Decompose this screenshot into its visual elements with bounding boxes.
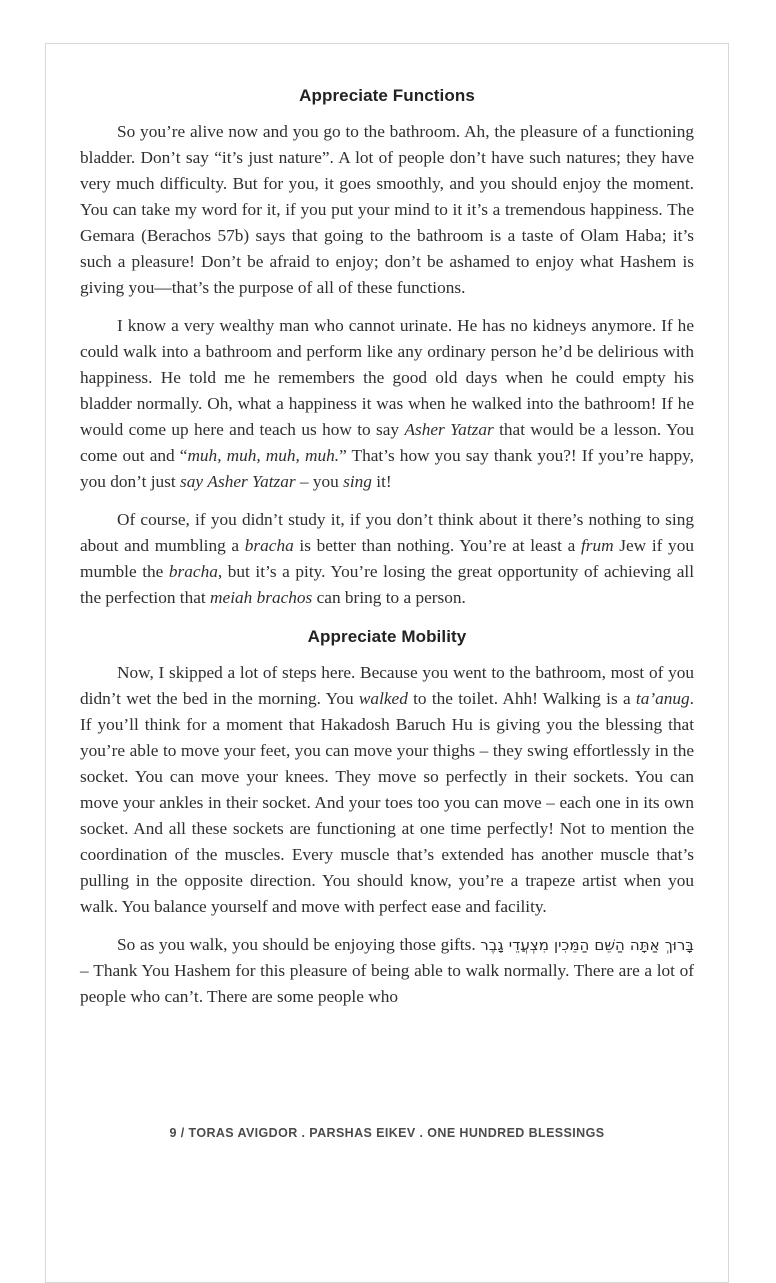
paragraph [80, 507, 694, 611]
document-section [80, 627, 694, 1010]
paragraph [80, 660, 694, 920]
italic-run: say [180, 472, 204, 491]
text-run: Now, I skipped a lot of steps here. Because you went to the bathroom, most of you didn’t wet the bed in the morning. You [80, 663, 694, 708]
italic-run: bracha [168, 562, 218, 581]
italic-run: sing [343, 472, 372, 491]
paragraph [80, 932, 694, 1010]
text-run: – you [295, 472, 344, 491]
italic-run: muh, muh, muh, muh. [187, 446, 340, 465]
text-run: . If you’ll think for a moment that Hakadosh Baruch Hu is giving you the blessing that you’re able to move your feet, you can move your thighs – they swing effortlessly in the socket. You can move your knees. They move so perfectly in their sockets. You can move your ankles in their socket. And your toes too you can move – each one in its own socket. And all these sockets are functioning at one time perfectly! Not to mention the coordination of the muscles. Every muscle that’s extended has another muscle that’s pulling in the opposite direction. You should know, you’re a trapeze artist when you walk. You balance yourself and move with perfect ease and facility. [80, 689, 694, 916]
text-run: , but it’s a pity. You’re losing the great opportunity of achieving all the perfection that [80, 562, 694, 607]
text-run: Jew if you mumble the [80, 536, 694, 581]
italic-run: meiah brachos [210, 588, 313, 607]
italic-run: Asher Yatzar [207, 472, 296, 491]
section-heading: Appreciate Mobility [307, 627, 467, 646]
text-run: it! [371, 472, 392, 491]
document-section [80, 86, 694, 611]
text-run: So you’re alive now and you go to the bathroom. Ah, the pleasure of a functioning bladder. Don’t say “it’s just nature”. A lot of people don’t have such natures; they have very much difficulty. But for you, it goes smoothly, and you should enjoy the moment. You can take my word for it, if you put your mind to it it’s a tremendous happiness. The Gemara (Berachos 57b) says that going to the bathroom is a taste of Olam Haba; it’s such a pleasure! Don’t be afraid to enjoy; don’t be ashamed to enjoy what Hashem is giving you—that’s the purpose of all of these functions. [80, 122, 694, 297]
text-run: – Thank You Hashem for this pleasure of being able to walk normally. There are a lot of people who can’t. There are some people who [80, 961, 694, 1006]
italic-run: ta’anug [635, 689, 690, 708]
page-content [80, 86, 694, 1010]
italic-run: frum [580, 536, 614, 555]
paragraph [80, 313, 694, 495]
italic-run: walked [358, 689, 408, 708]
text-run: ” That’s how you say thank you?! If you’re happy, you don’t just [80, 446, 695, 491]
text-run: to the toilet. Ahh! Walking is a [407, 689, 636, 708]
document-page [45, 43, 729, 1283]
page-footer: 9 / TORAS AVIGDOR . PARSHAS EIKEV . ONE HUNDRED BLESSINGS [169, 1126, 605, 1140]
text-run: is better than nothing. You’re at least a [293, 536, 581, 555]
hebrew-text: בָּרוּךְ אַתָּה הַשֵּׁם הַמֵּכִין מִצְעֲדֵי גָבֶר [480, 936, 694, 954]
section-heading: Appreciate Functions [299, 86, 475, 105]
text-run: can bring to a person. [312, 588, 466, 607]
paragraph [80, 119, 694, 301]
italic-run: bracha [244, 536, 294, 555]
text-run: So as you walk, you should be enjoying those gifts. [117, 935, 481, 954]
italic-run: Asher Yatzar [404, 420, 494, 439]
text-run: I know a very wealthy man who cannot urinate. He has no kidneys anymore. If he could walk into a bathroom and perform like any ordinary person he’d be delirious with happiness. He told me he remembers the good old days when he could empty his bladder normally. Oh, what a happiness it was when he walked into the bathroom! If he would come up here and teach us how to say [80, 316, 694, 439]
text-run: Of course, if you didn’t study it, if you don’t think about it there’s nothing to sing about and mumbling a [80, 510, 694, 555]
text-run: that would be a lesson. You come out and “ [80, 420, 695, 465]
